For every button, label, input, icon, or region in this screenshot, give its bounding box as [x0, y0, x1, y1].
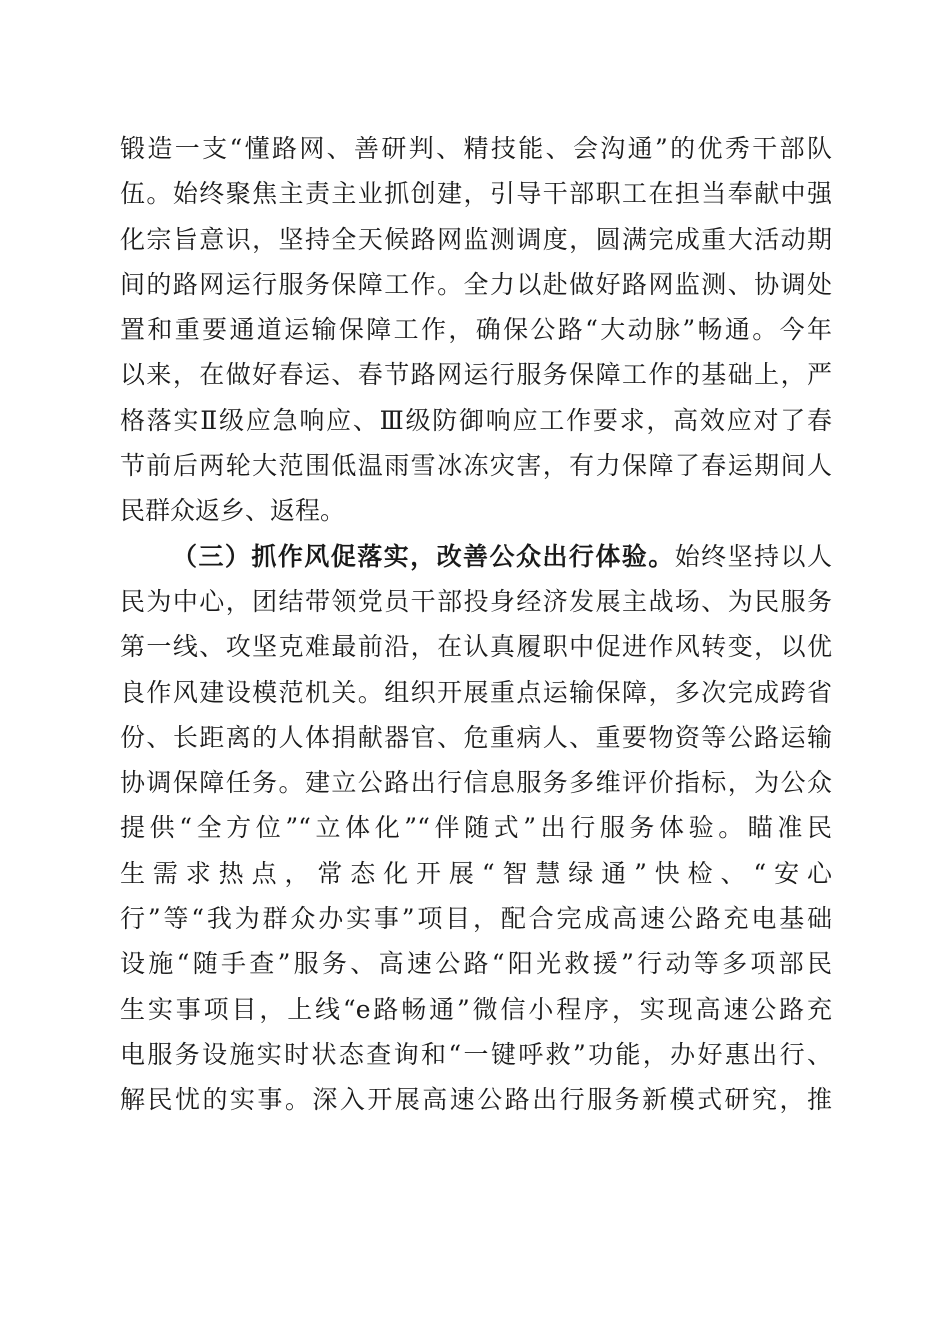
- text-line: 节前后两轮大范围低温雨雪冰冻灾害，有力保障了春运期间人: [120, 451, 832, 481]
- text-line: 良作风建设模范机关。组织开展重点运输保障，多次完成跨省: [120, 677, 832, 707]
- text-line: 民为中心，团结带领党员干部投身经济发展主战场、为民服务: [120, 586, 832, 616]
- text-line: 以来，在做好春运、春节路网运行服务保障工作的基础上，严: [120, 360, 832, 390]
- text-line: 置和重要通道运输保障工作，确保公路“大动脉”畅通。今年: [120, 315, 832, 345]
- text-line: 设施“随手查”服务、高速公路“阳光救援”行动等多项部民: [120, 949, 832, 979]
- text-line: 格落实Ⅱ级应急响应、Ⅲ级防御响应工作要求，高效应对了春: [120, 405, 832, 435]
- text-line: 行”等“我为群众办实事”项目，配合完成高速公路充电基础: [120, 904, 832, 934]
- text-line: 生实事项目，上线“e路畅通”微信小程序，实现高速公路充: [120, 994, 832, 1024]
- text-line: 伍。始终聚焦主责主业抓创建，引导干部职工在担当奉献中强: [120, 179, 832, 209]
- text-line: 协调保障任务。建立公路出行信息服务多维评价指标，为公众: [120, 768, 832, 798]
- text-line: 生需求热点，常态化开展“智慧绿通”快检、“安心: [120, 858, 832, 888]
- paragraph-1: [120, 126, 832, 534]
- text-line: 间的路网运行服务保障工作。全力以赴做好路网监测、协调处: [120, 269, 832, 299]
- text-line: 提供“全方位”“立体化”“伴随式”出行服务体验。瞄准民: [120, 813, 832, 843]
- text-line: 电服务设施实时状态查询和“一键呼救”功能，办好惠出行、: [120, 1039, 832, 1069]
- body-text: [120, 126, 832, 1123]
- section-heading: （三）抓作风促落实，改善公众出行体验。: [172, 541, 675, 571]
- heading-line-rest: 始终坚持以人: [674, 541, 832, 571]
- text-line: 民群众返乡、返程。: [120, 496, 346, 526]
- text-line: 第一线、攻坚克难最前沿，在认真履职中促进作风转变，以优: [120, 632, 832, 662]
- paragraph-first-line: [120, 534, 832, 579]
- paragraph-2: [120, 534, 832, 1123]
- text-line: 锻造一支“懂路网、善研判、精技能、会沟通”的优秀干部队: [120, 134, 832, 163]
- text-line: 解民忧的实事。深入开展高速公路出行服务新模式研究，推: [120, 1085, 832, 1115]
- text-line: 化宗旨意识，坚持全天候路网监测调度，圆满完成重大活动期: [120, 224, 832, 254]
- text-line: 份、长距离的人体捐献器官、危重病人、重要物资等公路运输: [120, 722, 832, 752]
